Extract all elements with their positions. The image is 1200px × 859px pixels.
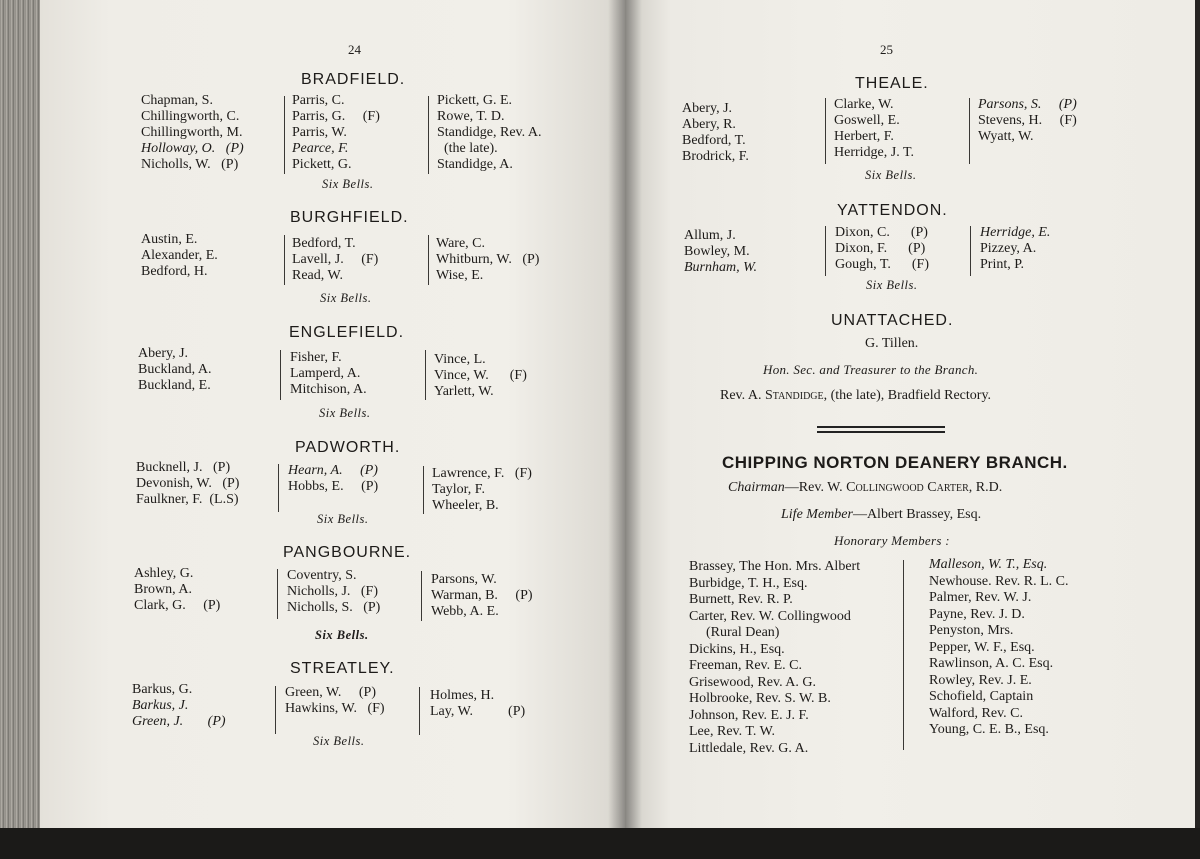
- honorary-member: Pepper, W. F., Esq.: [929, 639, 1035, 655]
- column-rule: [423, 466, 424, 514]
- name-entry: Holloway, O. (P): [141, 141, 244, 156]
- name-entry: Nicholls, W. (P): [141, 157, 239, 172]
- name-entry: Rowe, T. D.: [437, 109, 505, 124]
- name-entry: Bucknell, J. (P): [136, 460, 231, 475]
- name-entry: Buckland, E.: [138, 378, 211, 393]
- column-rule: [825, 98, 826, 164]
- honorary-member: Rawlinson, A. C. Esq.: [929, 656, 1054, 671]
- name-entry: Nicholls, J. (F): [287, 584, 378, 599]
- honorary-member: Walford, Rev. C.: [929, 705, 1024, 721]
- name-entry: Yarlett, W.: [434, 384, 494, 399]
- honorary-member: Littledale, Rev. G. A.: [689, 740, 809, 756]
- column-rule: [284, 96, 285, 174]
- name-entry: Lawrence, F. (F): [432, 466, 532, 481]
- section-title: PADWORTH.: [295, 439, 401, 456]
- name-entry: Devonish, W. (P): [136, 476, 240, 491]
- honorary-member: Young, C. E. B., Esq.: [929, 722, 1049, 737]
- name-entry: Pizzey, A.: [980, 241, 1037, 256]
- name-entry: Herridge, J. T.: [834, 145, 914, 160]
- name-entry: Bedford, T.: [682, 133, 746, 148]
- honorary-member: Grisewood, Rev. A. G.: [689, 674, 817, 690]
- name-entry: Stevens, H. (F): [978, 113, 1077, 128]
- name-entry: Whitburn, W. (P): [436, 252, 540, 267]
- honorary-member: Carter, Rev. W. Collingwood: [689, 608, 851, 624]
- name-entry: Vince, L.: [434, 352, 486, 367]
- name-entry: Barkus, G.: [132, 682, 193, 697]
- honorary-member: Palmer, Rev. W. J.: [929, 590, 1032, 605]
- honorary-member: Freeman, Rev. E. C.: [689, 658, 803, 673]
- name-entry: Hearn, A. (P): [288, 463, 378, 478]
- name-entry: Herbert, F.: [834, 129, 894, 144]
- divider-rule: [817, 426, 945, 428]
- page-edges: [0, 0, 40, 835]
- name-entry: Dixon, F. (P): [835, 241, 926, 256]
- name-entry: Wyatt, W.: [978, 129, 1034, 144]
- name-entry: Bowley, M.: [684, 244, 750, 259]
- name-entry: Holmes, H.: [430, 688, 495, 703]
- name-entry: Burnham, W.: [684, 260, 757, 275]
- column-rule: [277, 569, 278, 619]
- name-entry: Parsons, W.: [431, 572, 497, 587]
- section-title: BRADFIELD.: [301, 71, 406, 88]
- tower-note: Six Bells.: [866, 278, 918, 292]
- honorary-member: Dickins, H., Esq.: [689, 641, 785, 657]
- name-entry: Vince, W. (F): [434, 368, 527, 383]
- section-title: YATTENDON.: [837, 202, 948, 219]
- tower-note: Six Bells.: [865, 168, 917, 182]
- honorary-member: Penyston, Mrs.: [929, 623, 1014, 638]
- column-rule: [425, 350, 426, 400]
- book-gutter: [608, 0, 642, 835]
- honorary-member: Burbidge, T. H., Esq.: [689, 575, 808, 591]
- name-entry: Bedford, H.: [141, 264, 208, 279]
- column-rule: [280, 350, 281, 400]
- honorary-member: Newhouse. Rev. R. L. C.: [929, 573, 1069, 589]
- name-entry: Parsons, S. (P): [978, 97, 1077, 112]
- name-entry: Lamperd, A.: [290, 366, 361, 381]
- name-entry: Read, W.: [292, 268, 343, 283]
- name-entry: Parris, G. (F): [292, 109, 380, 124]
- chairman-pre: —Rev. W.: [784, 480, 847, 495]
- honorary-member: Holbrooke, Rev. S. W. B.: [689, 691, 831, 706]
- section-title: STREATLEY.: [290, 660, 395, 677]
- name-entry: Fisher, F.: [290, 350, 342, 365]
- section-title: PANGBOURNE.: [283, 544, 412, 561]
- honorary-heading: Honorary Members :: [834, 533, 950, 548]
- tower-note: Six Bells.: [315, 628, 369, 642]
- name-entry: Pearce, F.: [292, 141, 349, 156]
- name-entry: Faulkner, F. (L.S): [136, 492, 239, 507]
- section-title: THEALE.: [855, 75, 929, 92]
- column-rule: [275, 686, 276, 734]
- name-entry: Allum, J.: [684, 228, 736, 243]
- honorary-member: Johnson, Rev. E. J. F.: [689, 707, 809, 723]
- section-title: ENGLEFIELD.: [289, 324, 405, 341]
- column-rule: [284, 235, 285, 285]
- column-rule: [421, 571, 422, 621]
- name-entry: Green, J. (P): [132, 714, 226, 729]
- name-entry: Parris, C.: [292, 93, 345, 108]
- honorary-member: Payne, Rev. J. D.: [929, 606, 1025, 622]
- honorary-member: Burnett, Rev. R. P.: [689, 592, 793, 607]
- name-entry: Green, W. (P): [285, 685, 376, 700]
- name-entry: Chillingworth, M.: [141, 125, 243, 140]
- hon-sec-name-pre: Rev. A.: [720, 388, 765, 403]
- column-rule: [903, 560, 904, 750]
- name-entry: Goswell, E.: [834, 113, 900, 128]
- page-number: 24: [348, 42, 361, 57]
- name-entry: Hobbs, E. (P): [288, 479, 379, 494]
- hon-sec-surname: Standidge,: [764, 388, 828, 403]
- name-entry: Dixon, C. (P): [835, 225, 928, 240]
- column-rule: [970, 226, 971, 276]
- hon-sec-name: [720, 388, 991, 404]
- tower-note: Six Bells.: [313, 734, 365, 748]
- name-entry: Pickett, G. E.: [437, 93, 513, 108]
- name-entry: Lay, W. (P): [430, 704, 526, 719]
- name-entry: Abery, R.: [682, 117, 736, 132]
- name-entry: Print, P.: [980, 257, 1024, 272]
- section-title: BURGHFIELD.: [290, 209, 409, 226]
- column-rule: [825, 226, 826, 276]
- honorary-member: Malleson, W. T., Esq.: [929, 557, 1048, 572]
- name-entry: Bedford, T.: [292, 236, 356, 251]
- table-surface: [0, 828, 1200, 859]
- page-number: 25: [880, 42, 893, 57]
- name-entry: Herridge, E.: [980, 225, 1051, 240]
- name-entry: Ware, C.: [436, 236, 486, 251]
- column-rule: [428, 96, 429, 174]
- name-entry: Hawkins, W. (F): [285, 701, 385, 716]
- name-entry: Taylor, F.: [432, 482, 485, 497]
- name-entry: Chillingworth, C.: [141, 109, 240, 124]
- tower-note: Six Bells.: [322, 177, 374, 191]
- chairman-name: Collingwood Carter,: [846, 480, 973, 495]
- unattached-member: G. Tillen.: [865, 336, 919, 351]
- hon-sec-heading: Hon. Sec. and Treasurer to the Branch.: [763, 362, 979, 377]
- honorary-member: Rowley, Rev. J. E.: [929, 672, 1032, 688]
- chairman-post: R.D.: [972, 480, 1003, 495]
- chairman-label: Chairman: [728, 480, 785, 495]
- tower-note: Six Bells.: [320, 291, 372, 305]
- name-entry: Warman, B. (P): [431, 588, 533, 603]
- chairman-line: [728, 480, 1002, 496]
- life-member-line: [781, 507, 981, 523]
- name-entry: Mitchison, A.: [290, 382, 367, 397]
- honorary-member: Lee, Rev. T. W.: [689, 724, 776, 739]
- divider-rule: [817, 431, 945, 433]
- honorary-member: Schofield, Captain: [929, 689, 1034, 704]
- name-entry: Ashley, G.: [134, 566, 194, 581]
- name-entry: Barkus, J.: [132, 698, 189, 713]
- name-entry: Austin, E.: [141, 232, 198, 247]
- name-entry: Clarke, W.: [834, 97, 894, 112]
- name-entry: Lavell, J. (F): [292, 252, 379, 267]
- name-entry: Parris, W.: [292, 125, 347, 140]
- column-rule: [419, 687, 420, 735]
- life-member-value: —Albert Brassey, Esq.: [852, 507, 982, 522]
- name-entry: Wheeler, B.: [432, 498, 499, 513]
- name-entry: Abery, J.: [682, 101, 733, 116]
- name-entry: Standidge, Rev. A.: [437, 125, 542, 140]
- tower-note: Six Bells.: [317, 512, 369, 526]
- name-entry: Coventry, S.: [287, 568, 357, 583]
- name-entry: Wise, E.: [436, 268, 484, 283]
- hon-sec-name-post: (the late), Bradfield Rectory.: [827, 388, 992, 403]
- name-entry: (the late).: [444, 141, 498, 156]
- name-entry: Pickett, G.: [292, 157, 352, 172]
- life-member-label: Life Member: [781, 507, 853, 522]
- name-entry: Nicholls, S. (P): [287, 600, 381, 615]
- honorary-member: Brassey, The Hon. Mrs. Albert: [689, 559, 861, 574]
- column-rule: [969, 98, 970, 164]
- name-entry: Buckland, A.: [138, 362, 212, 377]
- name-entry: Abery, J.: [138, 346, 189, 361]
- name-entry: Brodrick, F.: [682, 149, 749, 164]
- name-entry: Webb, A. E.: [431, 604, 499, 619]
- name-entry: Clark, G. (P): [134, 598, 221, 613]
- name-entry: Gough, T. (F): [835, 257, 929, 272]
- section-title: UNATTACHED.: [831, 312, 954, 329]
- honorary-member: (Rural Dean): [706, 625, 780, 640]
- column-rule: [278, 464, 279, 512]
- tower-note: Six Bells.: [319, 406, 371, 420]
- column-rule: [428, 235, 429, 285]
- name-entry: Alexander, E.: [141, 248, 218, 263]
- branch-title: CHIPPING NORTON DEANERY BRANCH.: [722, 453, 1068, 472]
- name-entry: Brown, A.: [134, 582, 192, 597]
- name-entry: Standidge, A.: [437, 157, 513, 172]
- name-entry: Chapman, S.: [141, 93, 213, 108]
